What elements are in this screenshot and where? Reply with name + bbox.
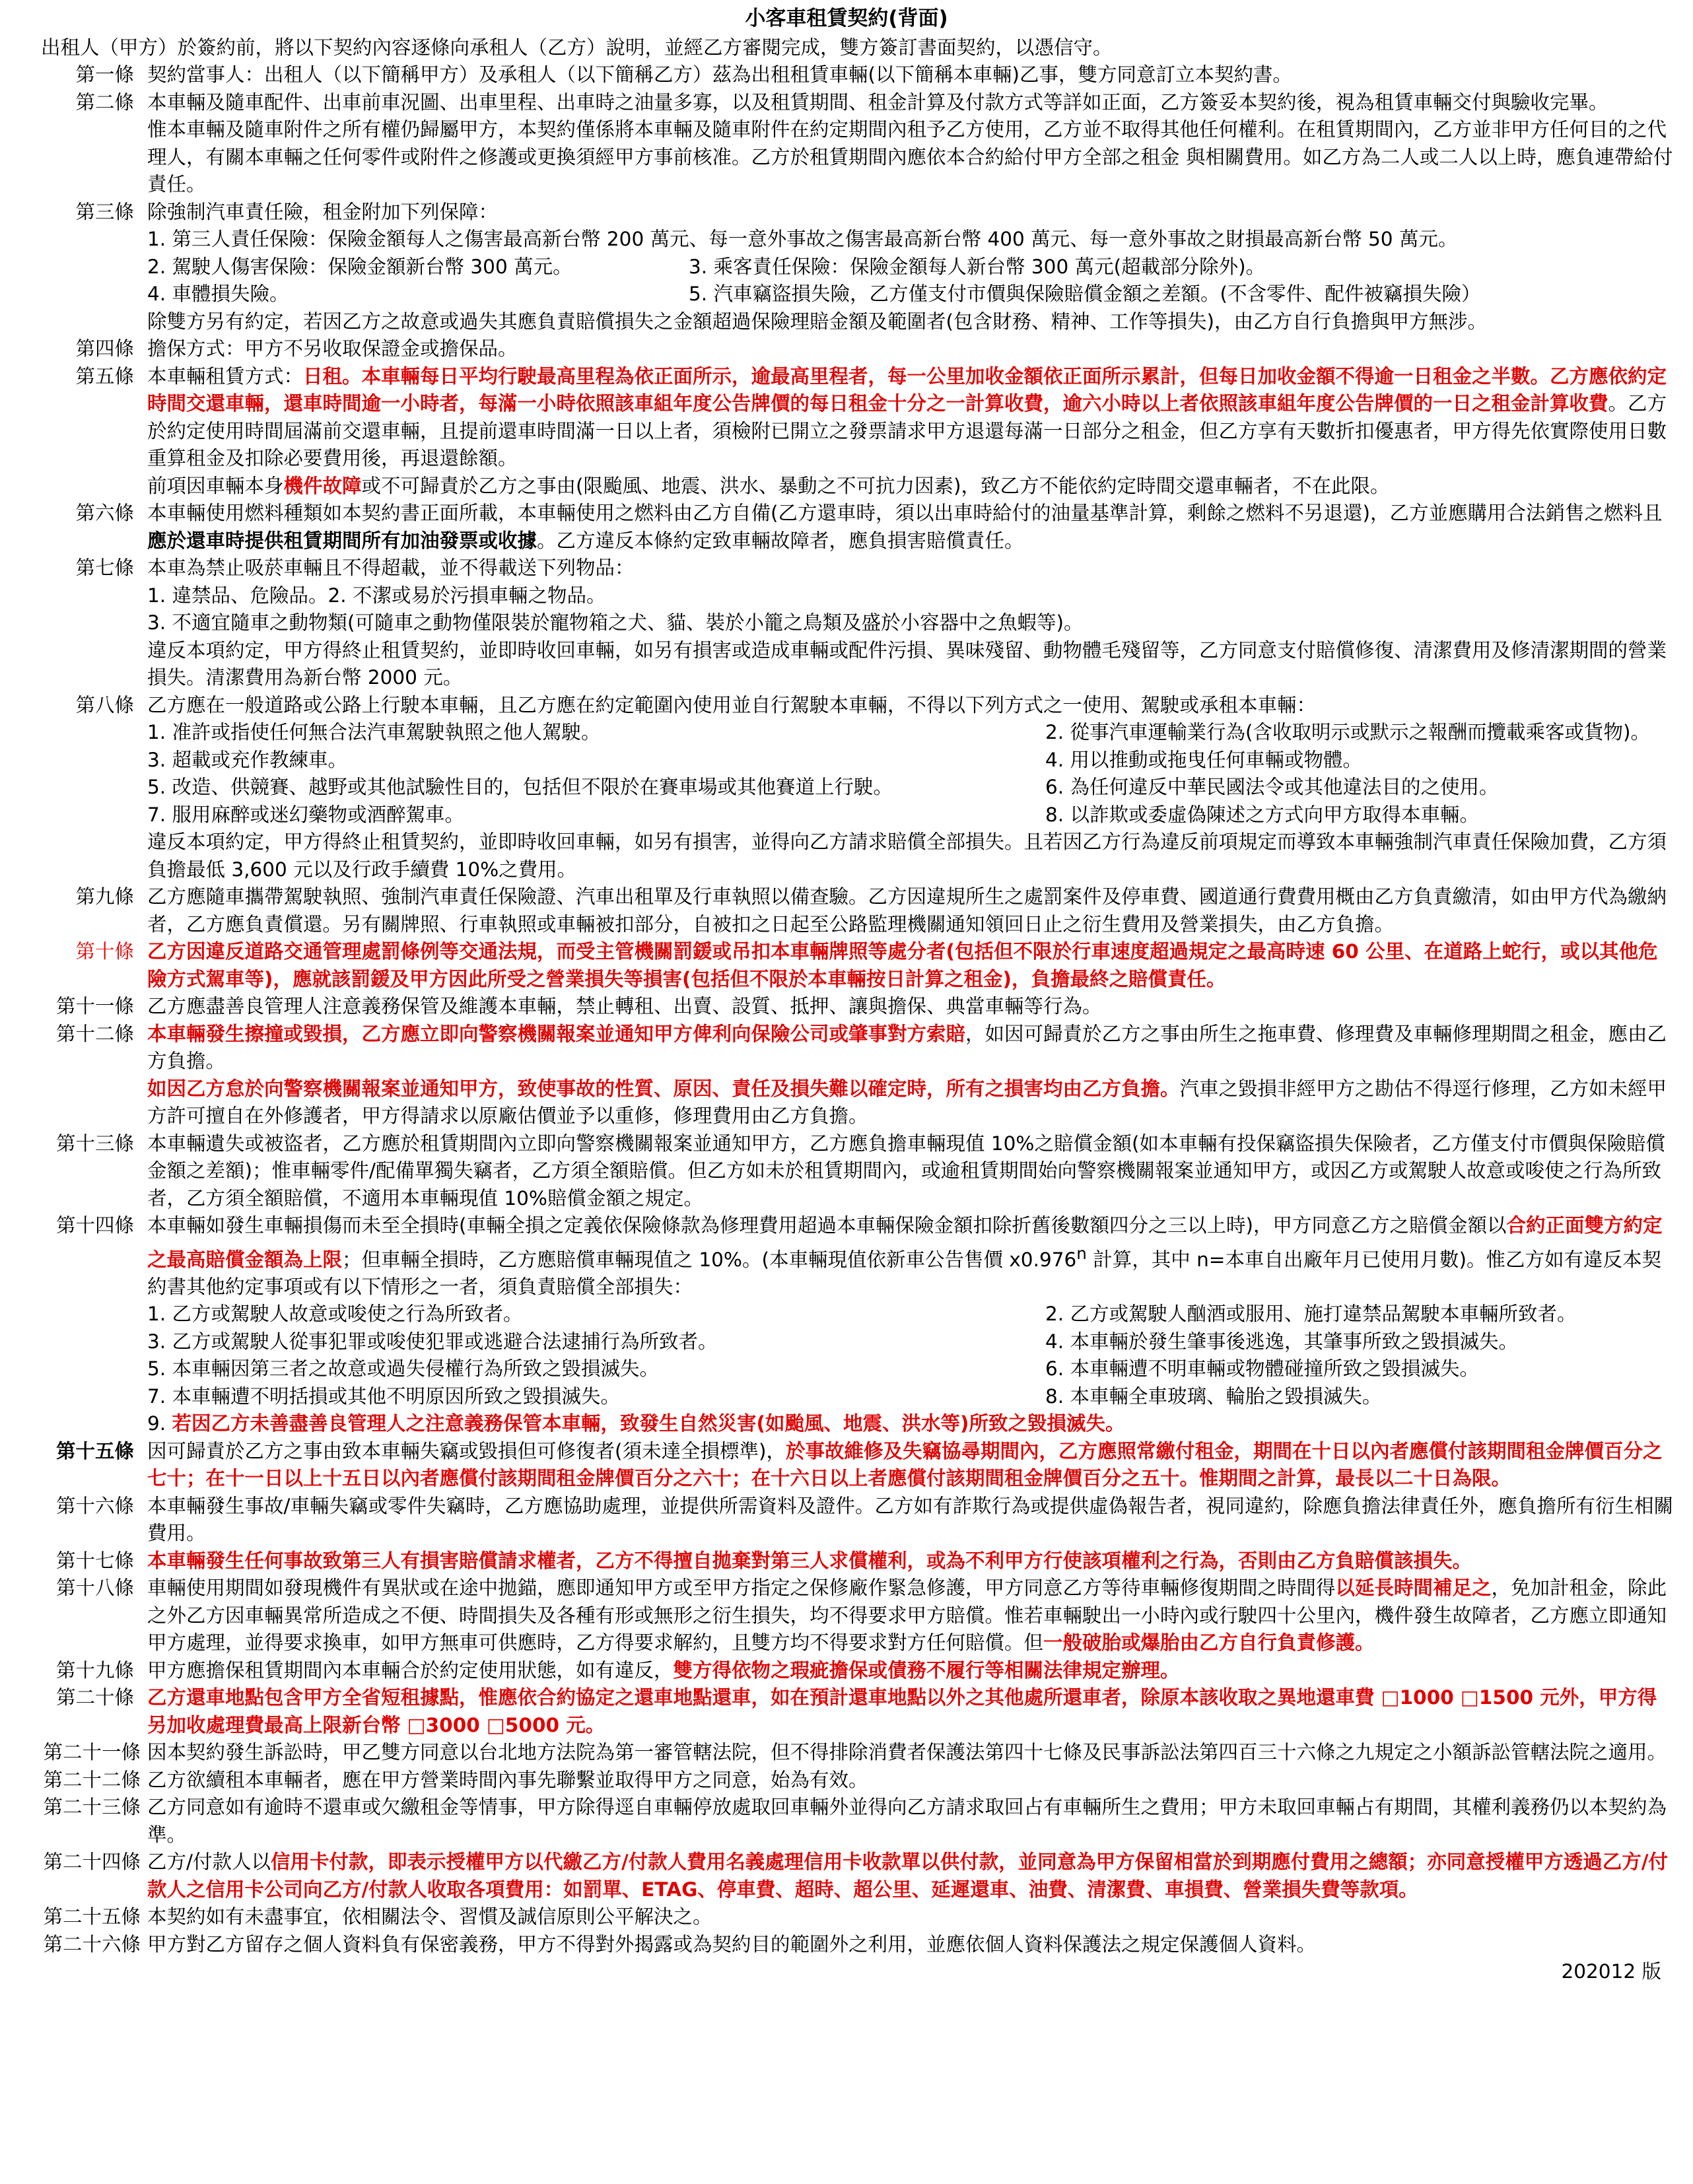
article-text: 因本契約發生訴訟時，甲乙雙方同意以台北地方法院為第一審管轄法院，但不得排除消費者保護法第四十七條及民事訴訟法第四百三十六條之九規定之小額訴訟管轄法院之適用。 xyxy=(147,1741,1667,1764)
list-item: 1. 乙方或駕駛人故意或唆使之行為所致者。 xyxy=(147,1303,523,1326)
article-label: 第九條 xyxy=(75,885,134,908)
article-paragraph: 本車輛及隨車配件、出車前車況圖、出車里程、出車時之油量多寡，以及租賃期間、租金計算及付款方式等詳如正面，乙方簽妥本契約後，視為租賃車輛交付與驗收完畢。 xyxy=(147,90,1608,114)
article-text: 本車輛發生任何事故致第三人有損害賠償請求權者，乙方不得擅自拋棄對第三人求償權利，或為不利甲方行使該項權利之行為，否則由乙方負賠償該損失。 xyxy=(147,1549,1472,1572)
text-run: 前項因車輛本身 xyxy=(147,474,284,497)
article-11 xyxy=(18,993,1675,1021)
article-label: 第十九條 xyxy=(55,1658,134,1682)
article-22 xyxy=(18,1767,1675,1794)
text-run: ，免加計租金，除此之外乙方因車輛異常所造成之不便、時間損失及各種有形或無形之衍生損失，均不得要求甲方賠償。惟若車輛駛出一小時內或行駛四十公里內，機件發生故障者，乙方應立即通知甲方處理，並得要求換車，如甲方無車可供應時，乙方得要求解約，且雙方均不得要求對方任何賠償。但 xyxy=(147,1577,1667,1655)
article-label: 第十條 xyxy=(75,940,134,963)
text-run: 或不可歸責於乙方之事由(限颱風、地震、洪水、暴動之不可抗力因素)，致乙方不能依約定時間交還車輛者，不在此限。 xyxy=(361,474,1390,497)
list-item: 1. 第三人責任保險：保險金額每人之傷害最高新台幣 200 萬元、每一意外事故之傷害最高新台幣 400 萬元、每一意外事故之財損最高新台幣 50 萬元。 xyxy=(147,228,1458,250)
article-label: 第三條 xyxy=(75,200,134,223)
text-run: 因可歸責於乙方之事由致本車輛失竊或毀損但可修復者(須未達全損標準)， xyxy=(147,1439,786,1462)
article-text: 甲方對乙方留存之個人資料負有保密義務，甲方不得對外揭露或為契約目的範圍外之利用，並應依個人資料保護法之規定保護個人資料。 xyxy=(147,1932,1317,1956)
article-label: 第十一條 xyxy=(55,995,134,1017)
list-item: 5. 本車輛因第三者之故意或過失侵權行為所致之毀損滅失。 xyxy=(147,1357,660,1381)
fee-checkbox-options[interactable]: □1000 □1500 xyxy=(1381,1686,1534,1709)
article-19 xyxy=(18,1657,1675,1685)
text-run: 元。 xyxy=(559,1713,605,1736)
list-item: 3. 不適宜隨車之動物類(可隨車之動物僅限裝於寵物箱之犬、貓、裝於小籠之鳥類及盛於小容器中之魚蝦等)。 xyxy=(147,611,1084,634)
article-13 xyxy=(18,1130,1675,1213)
highlight-text: 一般破胎或爆胎由乙方自行負責修護。 xyxy=(1043,1631,1375,1655)
article-text: 擔保方式：甲方不另收取保證金或擔保品。 xyxy=(147,337,518,360)
text-run: 計算，其中 n=本車自出廠年月已使用月數)。惟乙方如有違反本契約書其他約定事項或有以下情形之一者，須負責賠償全部損失： xyxy=(147,1248,1662,1298)
bold-text: 應於還車時提供租賃期間所有加油發票或收據 xyxy=(147,529,537,552)
article-text: 乙方應隨車攜帶駕駛執照、強制汽車責任保險證、汽車出租單及行車執照以備查驗。乙方因違規所生之處罰案件及停車費、國道通行費費用概由乙方負責繳清，如由甲方代為繳納者，乙方應負責償還。另有關牌照、行車執照或車輛被扣部分，自被扣之日起至公路監理機關通知領回日止之衍生費用及營業損失，由乙方負擔。 xyxy=(147,885,1667,936)
article-lead: 除強制汽車責任險，租金附加下列保障： xyxy=(147,200,499,223)
text-run: 本車輛使用燃料種類如本契約書正面所載，本車輛使用之燃料由乙方自備(乙方還車時，須以出車時給付的油量基準計算，剩餘之燃料不另退還)，乙方並應購用合法銷售之燃料且 xyxy=(147,502,1663,524)
article-label: 第二十六條 xyxy=(43,1932,141,1956)
article-5 xyxy=(18,363,1675,500)
article-label: 第七條 xyxy=(75,557,134,579)
highlight-text: 若因乙方未善盡善良管理人之注意義務保管本車輛，致發生自然災害(如颱風、地震、洪水等)所致之毀損滅失。 xyxy=(172,1412,1125,1435)
list-item: 5. 改造、供競賽、越野或其他試驗性目的，包括但不限於在賽車場或其他賽道上行駛。 xyxy=(147,776,893,798)
article-1 xyxy=(18,61,1675,89)
highlight-text: 於事故維修及失竊協尋期間內，乙方應照常繳付租金，期間在十日以內者應償付該期間租金牌價百分之七十；在十一日以上十五日以內者應償付該期間租金牌價百分之六十；在十六日以上者應償付該期間租金牌價百分之五十。惟期間之計算，最長以二十日為限。 xyxy=(147,1439,1663,1490)
list-item: 8. 以詐欺或委虛偽陳述之方式向甲方取得本車輛。 xyxy=(1045,803,1480,826)
exponent: n xyxy=(1076,1243,1087,1263)
version-label: 202012 版 xyxy=(1561,1960,1661,1983)
list-item: 2. 從事汽車運輸業行為(含收取明示或默示之報酬而攬載乘客或貨物)。 xyxy=(1045,721,1651,743)
highlight-text: 信用卡付款，即表示授權甲方以代繳乙方/付款人費用名義處理信用卡收款單以供付款，並同意為甲方保留相當於到期應付費用之總額；亦同意授權甲方透過乙方/付款人之信用卡公司向乙方/付款人收取各項費用：如罰單、ETAG、停車費、超時、超公里、延遲還車、油費、清潔費、車損費、營業損失費等款項。 xyxy=(147,1851,1669,1901)
highlight-text: 機件故障 xyxy=(283,474,362,497)
article-lead: 乙方應在一般道路或公路上行駛本車輛，且乙方應在約定範圍內使用並自行駕駛本車輛，不得以下列方式之一使用、駕駛或承租本車輛： xyxy=(147,693,1317,716)
article-label: 第十八條 xyxy=(55,1577,134,1600)
page-title: 小客車租賃契約(背面) xyxy=(745,7,948,30)
article-14 xyxy=(18,1212,1675,1438)
text-run: 9. xyxy=(147,1412,172,1435)
article-label: 第二十二條 xyxy=(43,1768,141,1791)
list-item: 3. 乘客責任保險：保險金額每人新台幣 300 萬元(超載部分除外)。 xyxy=(689,255,1266,278)
article-18 xyxy=(18,1575,1675,1657)
article-17 xyxy=(18,1548,1675,1575)
list-item: 6. 本車輛遭不明車輛或物體碰撞所致之毀損滅失。 xyxy=(1045,1357,1480,1381)
list-item: 4. 本車輛於發生肇事後逃逸，其肇事所致之毀損滅失。 xyxy=(1045,1330,1519,1353)
article-7 xyxy=(18,555,1675,692)
list-item: 1. 違禁品、危險品。2. 不潔或易於污損車輛之物品。 xyxy=(147,584,606,607)
text-run: 。乙方於約定使用時間屆滿前交還車輛，且提前還車時間滿一日以上者，須檢附已開立之發票請求甲方退還每滿一日部分之租金，但乙方享有天數折扣優惠者，甲方得先依實際使用日數重算租金及扣除必要費用後，再退還餘額。 xyxy=(147,392,1667,469)
list-item: 4. 車體損失險。 xyxy=(147,283,289,305)
article-label: 第十五條 xyxy=(55,1439,134,1462)
article-24 xyxy=(18,1849,1675,1903)
text-run: 乙方還車地點包含甲方全省短租據點，惟應依合約協定之還車地點還車，如在預計還車地點以外之其他處所還車者，除原本該收取之異地還車費 xyxy=(147,1686,1381,1709)
text-run: ，如因可歸責於乙方之事由所生之拖車費、修理費及車輛修理期間之租金，應由乙方負擔。 xyxy=(147,1022,1667,1072)
article-23 xyxy=(18,1794,1675,1849)
list-item: 3. 超載或充作教練車。 xyxy=(147,748,348,771)
article-paragraph: 違反本項約定，甲方得終止租賃契約，並即時收回車輛，如另有損害，並得向乙方請求賠償全部損失。且若因乙方行為違反前項規定而導致本車輛強制汽車責任保險加費，乙方須負擔最低 3,600 元以及行政手續費 10%之費用。 xyxy=(147,831,1667,881)
article-text: 本車輛發生事故/車輛失竊或零件失竊時，乙方應協助處理，並提供所需資料及證件。乙方如有詐欺行為或提供虛偽報告者，視同違約，除應負擔法律責任外，應負擔所有衍生相關費用。 xyxy=(147,1494,1673,1545)
article-16 xyxy=(18,1493,1675,1548)
list-item: 6. 為任何違反中華民國法令或其他違法目的之使用。 xyxy=(1045,776,1499,798)
article-text: 乙方同意如有逾時不還車或欠繳租金等情事，甲方除得逕自車輛停放處取回車輛外並得向乙方請求取回占有車輛所生之費用；甲方未取回車輛占有期間，其權利義務仍以本契約為準。 xyxy=(147,1796,1667,1846)
article-label: 第二條 xyxy=(75,90,134,114)
article-label: 第一條 xyxy=(75,63,134,86)
article-2 xyxy=(18,89,1675,199)
list-item: 1. 准許或指使任何無合法汽車駕駛執照之他人駕駛。 xyxy=(147,721,601,743)
article-label: 第五條 xyxy=(75,364,134,388)
article-26 xyxy=(18,1931,1675,1959)
article-12 xyxy=(18,1021,1675,1130)
contract-document xyxy=(18,5,1675,1986)
list-item: 3. 乙方或駕駛人從事犯罪或唆使犯罪或逃避合法逮捕行為所致者。 xyxy=(147,1330,718,1353)
article-text: 乙方欲續租本車輛者，應在甲方營業時間內事先聯繫並取得甲方之同意，始為有效。 xyxy=(147,1768,868,1791)
text-run: 汽車之毀損非經甲方之勘估不得逕行修理，乙方如未經甲方許可擅自在外修護者，甲方得請求以原廠估價並予以重修，修理費用由乙方負擔。 xyxy=(147,1077,1667,1127)
list-item: 7. 本車輛遭不明括損或其他不明原因所致之毀損滅失。 xyxy=(147,1384,621,1408)
article-label: 第十七條 xyxy=(55,1549,134,1572)
highlight-text: 日租。本車輛每日平均行駛最高里程為依正面所示，逾最高里程者，每一公里加收金額依正面所示累計，但每日加收金額不得逾一日租金之半數。乙方應依約定時間交還車輛，還車時間逾一小時者，每滿一小時依照該車組年度公告牌價的每日租金十分之一計算收費，逾六小時以上者依照該車組年度公告牌價的一日之租金計算收費 xyxy=(147,364,1667,415)
list-item: 4. 用以推動或拖曳任何車輛或物體。 xyxy=(1045,748,1363,771)
article-label: 第十三條 xyxy=(55,1132,134,1155)
highlight-text: 以延長時間補足之 xyxy=(1335,1577,1492,1600)
article-3 xyxy=(18,199,1675,336)
list-item: 8. 本車輛全車玻璃、輪胎之毀損滅失。 xyxy=(1045,1384,1382,1408)
article-paragraph: 除雙方另有約定，若因乙方之故意或過失其應負責賠償損失之金額超過保險理賠金額及範圍者(包含財務、精神、工作等損失)，由乙方自行負擔與甲方無涉。 xyxy=(147,310,1488,333)
article-10 xyxy=(18,938,1675,993)
text-run: 乙方/付款人以 xyxy=(147,1851,271,1874)
article-6 xyxy=(18,500,1675,555)
article-label: 第二十三條 xyxy=(43,1796,141,1819)
list-item: 2. 乙方或駕駛人酗酒或服用、施打違禁品駕駛本車輛所致者。 xyxy=(1045,1303,1577,1326)
article-paragraph: 違反本項約定，甲方得終止租賃契約，並即時收回車輛，如另有損害或造成車輛或配件污損、異味殘留、動物體毛殘留等，乙方同意支付賠償修復、清潔費用及修清潔期間的營業損失。清潔費用為新台幣 2000 元。 xyxy=(147,638,1667,689)
article-paragraph: 惟本車輛及隨車附件之所有權仍歸屬甲方，本契約僅係將本車輛及隨車附件在約定期間內租予乙方使用，乙方並不取得其他任何權利。在租賃期間內，乙方並非甲方任何目的之代理人，有關本車輛之任何零件或附件之修護或更換須經甲方事前核准。乙方於租賃期間內應依本合約給付甲方全部之租金 與相關費用。如乙方為二人或二人以上時，應負連帶給付責任。 xyxy=(147,118,1673,195)
article-label: 第十四條 xyxy=(55,1214,134,1237)
text-run: 本車輛如發生車輛損傷而未至全損時(車輛全損之定義依保險條款為修理費用超過本車輛保險金額扣除折舊後數額四分之三以上時)，甲方同意乙方之賠償金額以 xyxy=(147,1214,1507,1237)
article-label: 第二十一條 xyxy=(43,1741,141,1764)
article-9 xyxy=(18,883,1675,938)
article-label: 第六條 xyxy=(75,502,134,524)
text-run: 車輛使用期間如發現機件有異狀或在途中拋錨，應即通知甲方或至甲方指定之保修廠作緊急修護，甲方同意乙方等待車輛修復期間之時間得 xyxy=(147,1577,1336,1600)
list-item: 2. 駕駛人傷害保險：保險金額新台幣 300 萬元。 xyxy=(147,255,572,278)
article-text: 乙方因違反道路交通管理處罰條例等交通法規，而受主管機關罰鍰或吊扣本車輛牌照等處分者(包括但不限於行車速度超過規定之最高時速 60 公里、在道路上蛇行，或以其他危險方式駕車等)，應就該罰鍰及甲方因此所受之營業損失等損害(包括但不限於本車輛按日計算之租金)，負擔最終之賠償責任。 xyxy=(147,940,1658,990)
article-lead: 本車為禁止吸菸車輛且不得超載，並不得載送下列物品： xyxy=(147,557,635,579)
article-label: 第二十五條 xyxy=(43,1905,141,1928)
article-label: 第八條 xyxy=(75,693,134,716)
highlight-text: 合約正面雙方約定之最高賠償金額為上限 xyxy=(147,1214,1663,1271)
article-15 xyxy=(18,1438,1675,1493)
text-run: 甲方應擔保租賃期間內本車輛合於約定使用狀態，如有違反， xyxy=(147,1658,674,1682)
text-run: ；但車輛全損時，乙方應賠償車輛現值之 10%。(本車輛現值依新車公告售價 x0.976 xyxy=(342,1248,1077,1271)
article-label: 第二十四條 xyxy=(43,1851,141,1874)
article-20 xyxy=(18,1684,1675,1739)
text-run: 元外，甲方得另加收處理費最高上限新台幣 xyxy=(147,1686,1657,1736)
highlight-text: 本車輛發生擦撞或毀損，乙方應立即向警察機關報案並通知甲方俾利向保險公司或肇事對方索賠 xyxy=(147,1022,966,1045)
article-21 xyxy=(18,1739,1675,1767)
article-4 xyxy=(18,335,1675,363)
intro-paragraph: 出租人（甲方）於簽約前，將以下契約內容逐條向承租人（乙方）說明，並經乙方審閱完成，雙方簽訂書面契約，以憑信守。 xyxy=(41,36,1113,59)
highlight-text: 如因乙方怠於向警察機關報案並通知甲方，致使事故的性質、原因、責任及損失難以確定時，所有之損害均由乙方負擔。 xyxy=(147,1077,1180,1100)
fee-checkbox-options[interactable]: □3000 □5000 xyxy=(407,1713,560,1736)
article-text: 契約當事人：出租人（以下簡稱甲方）及承租人（以下簡稱乙方）茲為出租租賃車輛(以下簡稱本車輛)乙事，雙方同意訂立本契約書。 xyxy=(147,63,1293,86)
article-label: 第二十條 xyxy=(55,1686,134,1709)
article-text: 本契約如有未盡事宜，依相關法令、習慣及誠信原則公平解決之。 xyxy=(147,1905,712,1928)
article-text: 本車輛遺失或被盜者，乙方應於租賃期間內立即向警察機關報案並通知甲方，乙方應負擔車輛現值 10%之賠償金額(如本車輛有投保竊盜損失保險者，乙方僅支付市價與保險賠償金額之差額)；惟車輛零件/配備單獨失竊者，乙方須全額賠償。但乙方如未於租賃期間內，或逾租賃期間始向警察機關報案並通知甲方，或因乙方或駕駛人故意或唆使之行為所致者，乙方須全額賠償，不適用本車輛現值 10%賠償金額之規定。 xyxy=(147,1132,1665,1210)
text-run: 本車輛租賃方式： xyxy=(147,364,304,388)
text-run: 。乙方違反本條約定致車輛故障者，應負損害賠償責任。 xyxy=(537,529,1024,552)
article-label: 第十二條 xyxy=(55,1022,134,1045)
article-text: 乙方應盡善良管理人注意義務保管及維護本車輛，禁止轉租、出賣、設質、抵押、讓與擔保、典當車輛等行為。 xyxy=(147,995,1102,1017)
highlight-text: 雙方得依物之瑕疵擔保或債務不履行等相關法律規定辦理。 xyxy=(673,1658,1180,1682)
article-8 xyxy=(18,692,1675,884)
article-label: 第十六條 xyxy=(55,1494,134,1517)
list-item: 7. 服用麻醉或迷幻藥物或酒醉駕車。 xyxy=(147,803,465,826)
list-item: 5. 汽車竊盜損失險，乙方僅支付市價與保險賠償金額之差額。(不含零件、配件被竊損失險） xyxy=(689,283,1481,305)
article-25 xyxy=(18,1903,1675,1931)
article-label: 第四條 xyxy=(75,337,134,360)
